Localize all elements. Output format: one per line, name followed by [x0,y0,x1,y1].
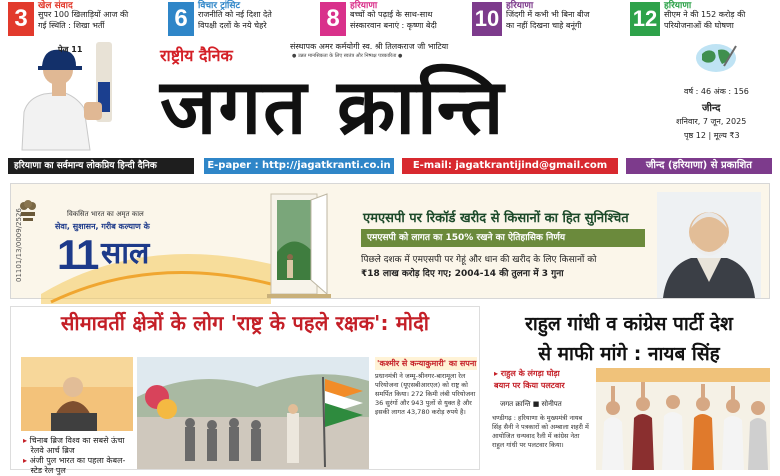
bullet-text: चिनाब ब्रिज विश्व का सबसे ऊंचा [29,436,125,445]
newspaper-title[interactable]: जगत क्रान्ति [160,62,506,151]
modi-speech-photo [21,357,133,431]
ad-years-number: 11 [57,231,98,278]
teaser-line: सुपर 100 खिलाड़ियों आज की [38,10,129,19]
masthead [0,38,780,154]
issue-date: शनिवार, 7 जून, 2025 [676,117,747,126]
founder-subline: ● उन्नत मानसिकता के लिए स्वतंत्र और निष्पक्ष पत्रकारिता ● [292,53,403,59]
teaser-page-6[interactable] [168,0,314,38]
ad-point: पिछले दशक में एमएसपी पर गेहूं और धान की खरीद के लिए किसानों को [361,255,597,265]
teaser-line: विपक्षी दलों के नये चेहरे [198,21,267,30]
teaser-number: 8 [320,2,346,36]
teaser-number: 3 [8,2,34,36]
bullet-text: रेलवे आर्च ब्रिज [30,446,75,455]
teaser-line: जिंदगी में कभी भी बिना बीज [506,10,590,19]
cricketer-photo [14,42,126,150]
bridge-inauguration-photo [137,357,369,469]
ad-code: 01101/13/0009/2526 [15,208,23,282]
ad-highlight: एमएसपी को लागत का 150% रखने का ऐतिहासिक निर्णय [361,229,645,247]
ad-years-word: साल [101,236,150,271]
teaser-line: बच्चों को पढ़ाई के साथ-साथ [350,10,433,19]
teaser-page-12[interactable] [630,0,778,38]
ad-door-illustration [267,192,331,298]
pm-portrait [657,192,761,298]
subheadline: ▸ राहुल के लंगड़ा घोड़ा [494,369,560,378]
daily-label: राष्ट्रीय दैनिक [160,46,233,65]
player-page-ref: पेज 11 [58,45,83,54]
bullet-text: स्टेड रेल पुल [30,466,66,475]
bullet-item: ▸ अंजी पुल भारत का पहला केबल- [23,456,126,465]
headline-line[interactable]: राहुल गांधी व कांग्रेस पार्टी देश [525,313,733,335]
teaser-line: संस्कारवान बनाएं : कृष्णा बेदी [350,21,437,30]
lead-headline[interactable]: सीमावर्ती क्षेत्रों के लोग 'राष्ट्र के पहले रक्षक': मोदी [60,311,430,335]
teaser-page-3[interactable] [8,0,158,38]
lead-story-modi[interactable] [10,306,480,475]
teaser-line: सीएम ने की 152 करोड़ की [664,10,746,19]
headline-line[interactable]: से माफी मांगे : नायब सिंह [538,343,720,365]
bullet-text: अंजी पुल भारत का पहला केबल- [29,456,126,465]
teaser-number: 12 [630,2,660,36]
teaser-line: गई स्थिति : शिखा भर्ती [38,21,105,30]
ad-aspiration: विकसित भारत का अमृत काल [67,210,144,218]
edition-city: जीन्द [702,103,721,114]
teaser-category: विचार ट्रांसिट [198,1,241,11]
bullet-item [23,465,66,476]
side-column [375,357,477,469]
teaser-page-10[interactable] [472,0,622,38]
teaser-line: परियोजनाओं की घोषणा [664,21,734,30]
story-nayab-singh[interactable] [488,306,770,470]
pages-price: पृष्ठ 12 | मूल्य ₹3 [684,131,740,140]
teaser-page-8[interactable] [320,0,470,38]
government-advertisement[interactable] [10,183,770,299]
side-column-heading: 'कश्मीर से कन्याकुमारी' का सपना [377,359,477,368]
ad-tagline: सेवा, सुशासन, गरीब कल्याण के [55,222,150,231]
email-link[interactable]: E-mail: jagatkrantijind@gmail.com [402,158,618,174]
teaser-number: 10 [472,2,502,36]
publication-place: जीन्द (हरियाणा) से प्रकाशित [626,158,772,174]
globe-logo-icon [694,42,738,74]
info-bar [0,156,780,176]
teaser-strip [0,0,780,38]
ad-point: ₹18 लाख करोड़ दिए गए; 2004-14 की तुलना में 3 गुना [361,269,564,279]
ad-headline: एमएसपी पर रिकॉर्ड खरीद से किसानों का हित सुनिश्चित [363,211,629,226]
founder-line: संस्थापक अमर कर्मयोगी स्व. श्री तिलकराज जी भाटिया [290,42,449,51]
epaper-link[interactable]: E-paper : http://jagatkranti.co.in [204,158,394,174]
teaser-number: 6 [168,2,194,36]
story-body: चण्डीगढ़ : हरियाणा के मुख्यमंत्री नायब सिंह सैनी ने पत्रकारों को अम्बाला शहरी में आयोजित धन्यवाद रैली में कांग्रेस नेता राहुल गांधी पर पलटवार किया। [492,414,589,449]
subheadline: बयान पर किया पलटवार [494,381,565,390]
teaser-line: का नहीं दिखना चाहे बनूंगी [506,21,582,30]
slogan-badge: हरियाणा का सर्वमान्य लोकप्रिय हिन्दी दैनिक [8,158,194,174]
teaser-line: राजनीति को नई दिशा देते [198,10,272,19]
teaser-category: हरियाणा [506,1,534,11]
rally-photo [596,368,770,470]
teaser-category: हरियाणा [664,1,692,11]
teaser-category: खेल संवाद [38,1,73,11]
bullet-item: ▸ चिनाब ब्रिज विश्व का सबसे ऊंचा [23,436,125,445]
volume-issue: वर्ष : 46 अंक : 156 [684,87,749,96]
side-column-body: प्रधानमंत्री ने जम्मू-श्रीनगर-बारामूला रेल परियोजना (यूएसबीआरएल) को राष्ट्र को समर्पित किया। 272 किमी लंबी परियोजना 36 सुरंगों और 943 पुलों से युक्त है और इसकी लागत 43,780 करोड़ रुपये है। [375,372,476,416]
byline: जगत क्रान्ति ■ सोनीपत [500,400,562,408]
teaser-category: हरियाणा [350,1,378,11]
